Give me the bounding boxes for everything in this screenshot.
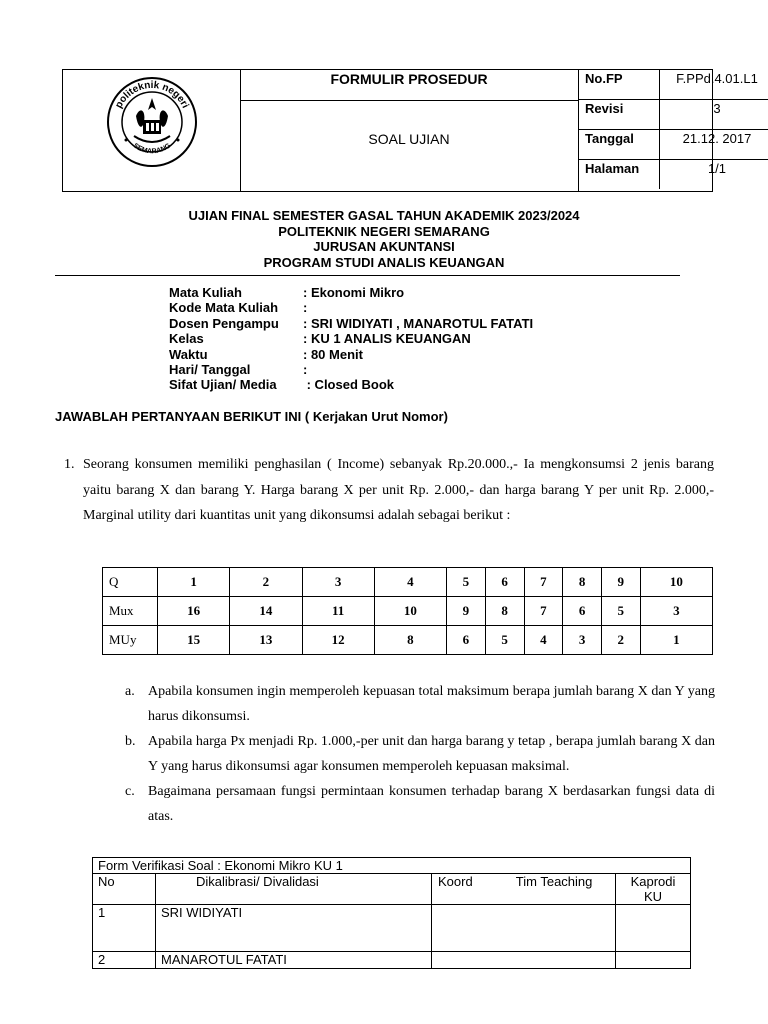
mu-row-label: MUy bbox=[103, 626, 158, 655]
info-key: Kode Mata Kuliah bbox=[169, 300, 279, 316]
mu-cell: 3 bbox=[640, 597, 712, 626]
mu-cell: 12 bbox=[302, 626, 374, 655]
info-key: Mata Kuliah bbox=[169, 285, 242, 300]
mu-cell: 1 bbox=[158, 568, 230, 597]
header-title-cell bbox=[240, 70, 579, 191]
meta-value: 21.12. 2017 bbox=[682, 131, 752, 146]
form-title: FORMULIR PROSEDUR bbox=[240, 70, 578, 101]
mu-cell: 3 bbox=[563, 626, 602, 655]
mu-cell: 9 bbox=[601, 568, 640, 597]
divider bbox=[55, 275, 680, 276]
subquestion bbox=[125, 729, 715, 779]
info-row bbox=[169, 300, 533, 315]
mu-cell: 5 bbox=[485, 626, 524, 655]
exam-info bbox=[169, 285, 533, 393]
meta-row bbox=[578, 70, 768, 100]
mu-cell: 4 bbox=[374, 568, 446, 597]
meta-key: Tanggal bbox=[578, 130, 660, 159]
mu-cell: 5 bbox=[447, 568, 486, 597]
meta-key: Halaman bbox=[578, 160, 660, 189]
doc-title: SOAL UJIAN bbox=[368, 131, 450, 147]
mu-cell: 3 bbox=[302, 568, 374, 597]
question-number: 1. bbox=[64, 457, 75, 472]
mu-cell: 8 bbox=[374, 626, 446, 655]
meta-key: No.FP bbox=[578, 70, 660, 99]
mu-row-label: Q bbox=[103, 568, 158, 597]
info-row bbox=[169, 347, 533, 362]
verif-row-sign-kaprodi bbox=[616, 905, 691, 952]
mu-cell: 9 bbox=[447, 597, 486, 626]
verif-row-no: 1 bbox=[93, 905, 156, 952]
logo-text-top: politeknik negeri bbox=[113, 79, 191, 111]
info-value: : KU 1 ANALIS KEUANGAN bbox=[303, 331, 471, 347]
mu-cell: 1 bbox=[640, 626, 712, 655]
subquestion-marker: c. bbox=[125, 784, 135, 799]
info-key: Waktu bbox=[169, 346, 208, 362]
meta-row bbox=[578, 100, 768, 130]
instruction: JAWABLAH PERTANYAAN BERIKUT INI ( Kerjakan Urut Nomor) bbox=[55, 409, 448, 424]
mu-cell: 2 bbox=[601, 626, 640, 655]
svg-text:SEMARANG bbox=[132, 142, 173, 155]
meta-value: 1/1 bbox=[707, 161, 727, 176]
mu-row bbox=[103, 626, 713, 655]
info-row bbox=[169, 377, 533, 392]
info-value: : 80 Menit bbox=[303, 346, 363, 362]
subquestion-text: Apabila konsumen ingin memperoleh kepuasan total maksimum berapa jumlah barang X dan Y yang harus dikonsumsi. bbox=[148, 684, 715, 724]
info-key: Kelas bbox=[169, 331, 204, 347]
subquestion bbox=[125, 779, 715, 829]
mu-row bbox=[103, 568, 713, 597]
question-text: Seorang konsumen memiliki penghasilan ( Income) sebanyak Rp.20.000.,- Ia mengkonsumsi 2 jenis barang yaitu barang X dan barang Y. Harga barang X per unit Rp. 2.000,- dan harga barang Y per unit Rp. 2.000,- Marginal utility dari kuantitas unit yang dikonsumsi adalah sebagai berikut : bbox=[83, 457, 714, 523]
mu-cell: 6 bbox=[563, 597, 602, 626]
verif-header-no: No bbox=[93, 874, 156, 905]
marginal-utility-table bbox=[102, 567, 713, 655]
meta-value: F.PPd.4.01.L1 bbox=[676, 71, 758, 86]
document-header bbox=[62, 69, 758, 192]
verif-row-sign-coord bbox=[432, 952, 616, 969]
subquestion-text: Bagaimana persamaan fungsi permintaan konsumen terhadap barang X berdasarkan fungsi data di atas. bbox=[148, 784, 715, 824]
mu-cell: 14 bbox=[230, 597, 302, 626]
info-key: Sifat Ujian/ Media bbox=[169, 377, 277, 393]
info-key: Dosen Pengampu bbox=[169, 315, 279, 331]
subquestion bbox=[125, 679, 715, 729]
question-1 bbox=[64, 452, 714, 529]
mu-row bbox=[103, 597, 713, 626]
verif-row-sign-coord bbox=[432, 905, 616, 952]
subquestions bbox=[125, 679, 715, 829]
verification-form bbox=[92, 857, 691, 969]
info-value: : Closed Book bbox=[303, 377, 395, 393]
verif-row-name: SRI WIDIYATI bbox=[156, 905, 432, 952]
mu-cell: 11 bbox=[302, 597, 374, 626]
info-row bbox=[169, 285, 533, 300]
mu-cell: 10 bbox=[374, 597, 446, 626]
verif-header-calibrated: Dikalibrasi/ Divalidasi bbox=[156, 874, 432, 905]
mu-cell: 15 bbox=[158, 626, 230, 655]
exam-titles bbox=[0, 208, 768, 270]
info-value: : Ekonomi Mikro bbox=[303, 285, 405, 300]
verification-title: Form Verifikasi Soal : Ekonomi Mikro KU 1 bbox=[93, 858, 691, 874]
mu-row-label: Mux bbox=[103, 597, 158, 626]
info-row bbox=[169, 331, 533, 346]
mu-cell: 6 bbox=[485, 568, 524, 597]
verif-row-name: MANAROTUL FATATI bbox=[156, 952, 432, 969]
mu-cell: 8 bbox=[563, 568, 602, 597]
logo-text-bottom: SEMARANG bbox=[131, 142, 173, 156]
mu-cell: 7 bbox=[524, 568, 563, 597]
info-row bbox=[169, 362, 533, 377]
mu-cell: 5 bbox=[601, 597, 640, 626]
mu-cell: 13 bbox=[230, 626, 302, 655]
info-row bbox=[169, 316, 533, 331]
mu-cell: 7 bbox=[524, 597, 563, 626]
verif-header-kaprodi: Kaprodi KU bbox=[616, 874, 691, 905]
subquestion-marker: b. bbox=[125, 734, 136, 749]
info-value: : SRI WIDIYATI , MANAROTUL FATATI bbox=[303, 315, 534, 331]
info-value: : bbox=[303, 300, 308, 316]
mu-cell: 6 bbox=[447, 626, 486, 655]
meta-value: 3 bbox=[713, 101, 721, 116]
info-value: : bbox=[303, 362, 308, 378]
subquestion-marker: a. bbox=[125, 684, 135, 699]
meta-row bbox=[578, 130, 768, 160]
mu-cell: 16 bbox=[158, 597, 230, 626]
verif-row-no: 2 bbox=[93, 952, 156, 969]
subquestion-text: Apabila harga Px menjadi Rp. 1.000,-per unit dan harga barang y tetap , berapa jumlah barang X dan Y yang harus dikonsumsi agar konsumen memperoleh kepuasan maksimal. bbox=[148, 734, 715, 774]
meta-key: Revisi bbox=[578, 100, 660, 129]
exam-title-line: UJIAN FINAL SEMESTER GASAL TAHUN AKADEMIK 2023/2024 bbox=[188, 208, 580, 223]
header-meta bbox=[578, 70, 768, 189]
mu-cell: 10 bbox=[640, 568, 712, 597]
department-title: JURUSAN AKUNTANSI bbox=[313, 239, 455, 254]
polines-logo bbox=[106, 76, 198, 168]
institution-title: POLITEKNIK NEGERI SEMARANG bbox=[278, 223, 490, 239]
mu-cell: 8 bbox=[485, 597, 524, 626]
verif-header-coord: Koord Tim Teaching bbox=[432, 874, 616, 905]
info-key: Hari/ Tanggal bbox=[169, 362, 251, 378]
logo-cell bbox=[63, 70, 241, 191]
program-title: PROGRAM STUDI ANALIS KEUANGAN bbox=[263, 254, 505, 270]
verif-row-sign-kaprodi bbox=[616, 952, 691, 969]
meta-row bbox=[578, 160, 768, 189]
mu-cell: 2 bbox=[230, 568, 302, 597]
mu-cell: 4 bbox=[524, 626, 563, 655]
